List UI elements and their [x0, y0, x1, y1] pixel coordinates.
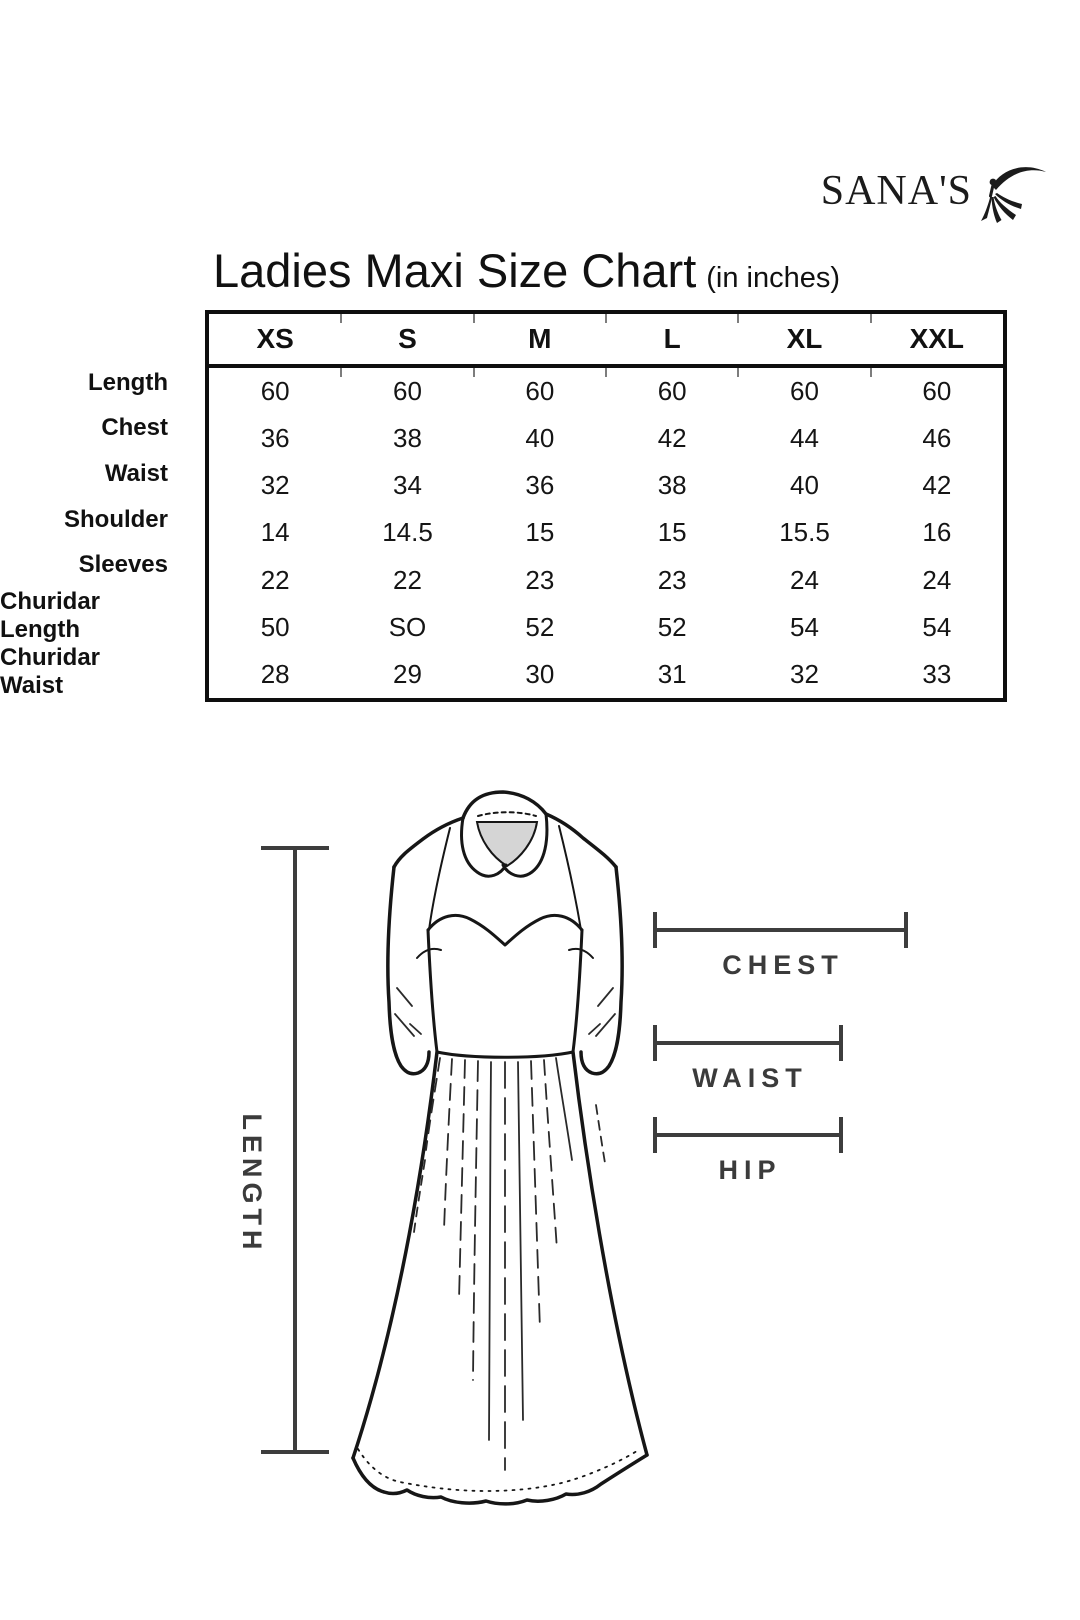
title-text: Ladies Maxi Size Chart [213, 244, 697, 297]
column-divider-notch [340, 314, 342, 323]
table-cell: 40 [525, 423, 555, 454]
table-cell: 50 [260, 611, 290, 642]
table-cell: 36 [525, 470, 555, 501]
table-cell: 34 [393, 470, 422, 501]
table-cell: 23 [525, 564, 555, 595]
row-label-chest: Chest [101, 414, 168, 442]
table-row [209, 509, 1003, 556]
row-label-waist: Waist [104, 459, 168, 487]
table-cell: 44 [790, 423, 819, 454]
table-cell: 32 [790, 658, 819, 689]
table-cell: 22 [260, 564, 290, 595]
hip-label: HIP [718, 1155, 782, 1185]
column-header-xl: XL [786, 323, 823, 354]
column-divider-notch [340, 368, 342, 377]
page-title [213, 243, 840, 298]
row-labels [0, 360, 168, 700]
column-divider-notch [870, 368, 872, 377]
length-label: LENGTH [237, 1113, 267, 1255]
table-cell: 28 [260, 658, 290, 689]
table-row [209, 415, 1003, 462]
table-cell: 38 [393, 423, 422, 454]
table-cell: 15 [657, 517, 687, 548]
table-cell: 24 [790, 564, 819, 595]
column-divider-notch [737, 314, 739, 323]
table-cell: 40 [790, 470, 819, 501]
waist-dimension-line [655, 1025, 841, 1093]
row-label-sleeves: Sleeves [78, 551, 168, 579]
table-cell: 15 [525, 517, 555, 548]
column-header-s: S [398, 323, 417, 354]
table-row [209, 604, 1003, 651]
table-cell: 60 [525, 376, 555, 407]
dress-illustration [353, 792, 647, 1504]
table-cell: 42 [657, 423, 687, 454]
table-row [209, 557, 1003, 604]
table-cell: 52 [657, 611, 687, 642]
column-divider-notch [605, 314, 607, 323]
column-header-xs: XS [256, 323, 294, 354]
table-cell: 15.5 [779, 517, 830, 548]
dress-measurement-diagram [0, 720, 1080, 1620]
table-cell: 38 [657, 470, 687, 501]
table-cell: 24 [922, 564, 952, 595]
column-divider-notch [473, 314, 475, 323]
table-cell: 52 [525, 611, 555, 642]
chest-label: CHEST [722, 950, 844, 980]
table-cell: 60 [393, 376, 422, 407]
row-label-shoulder: Shoulder [63, 505, 168, 533]
table-cell: 16 [922, 517, 952, 548]
table-cell: 42 [922, 470, 952, 501]
hip-dimension-line [655, 1117, 841, 1185]
table-cell: 60 [260, 376, 290, 407]
column-header-l: L [663, 323, 681, 354]
table-row [209, 651, 1003, 698]
table-cell: 60 [657, 376, 687, 407]
dancing-woman-icon [980, 162, 1050, 226]
table-cell: SO [388, 611, 427, 642]
table-cell: 31 [657, 658, 687, 689]
title-unit-note: (in inches) [706, 262, 841, 294]
table-cell: 29 [393, 658, 422, 689]
table-cell: 60 [790, 376, 819, 407]
row-label-churidar-waist: Churidar Waist [0, 643, 101, 699]
table-cell: 36 [260, 423, 290, 454]
column-header-xxl: XXL [909, 323, 965, 354]
column-divider-notch [870, 314, 872, 323]
waist-label: WAIST [692, 1063, 808, 1093]
table-cell: 23 [657, 564, 687, 595]
table-cell: 30 [525, 658, 555, 689]
table-cell: 60 [922, 376, 952, 407]
table-cell: 46 [922, 423, 952, 454]
column-header-m: M [528, 323, 552, 354]
brand-logo-text: SANA'S [820, 168, 972, 214]
brand-logo [821, 162, 1050, 226]
table-row [209, 462, 1003, 509]
table-cell: 33 [922, 658, 952, 689]
length-dimension-line [237, 848, 329, 1452]
column-divider-notch [473, 368, 475, 377]
column-divider-notch [737, 368, 739, 377]
table-cell: 14 [260, 517, 290, 548]
row-label-length: Length [88, 368, 168, 396]
size-table [205, 310, 1007, 702]
chest-dimension-line [655, 912, 906, 980]
table-cell: 14.5 [382, 517, 433, 548]
table-cell: 54 [790, 611, 819, 642]
table-cell: 54 [922, 611, 952, 642]
column-divider-notch [605, 368, 607, 377]
table-cell: 32 [260, 470, 290, 501]
size-table-body [209, 368, 1003, 698]
row-label-churidar-length: Churidar Length [0, 587, 101, 643]
table-cell: 22 [393, 564, 422, 595]
